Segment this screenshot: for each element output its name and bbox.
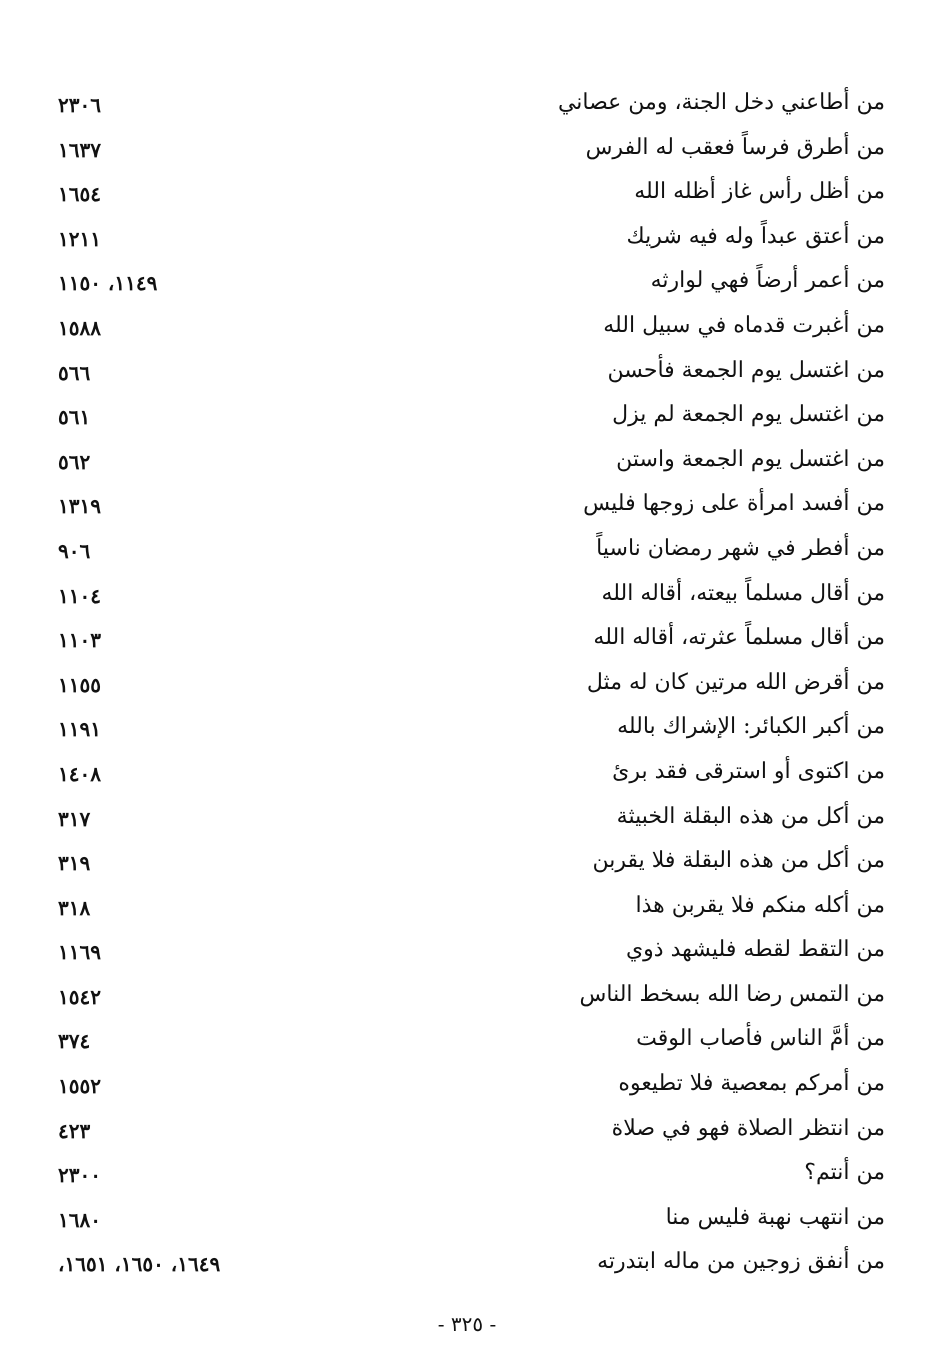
hadith-phrase: من اغتسل يوم الجمعة لم يزل — [612, 402, 885, 428]
hadith-phrase: من اغتسل يوم الجمعة واستن — [616, 446, 885, 472]
hadith-reference-numbers: ٢٣٠٠ — [58, 1163, 101, 1188]
hadith-phrase: من التمس رضا الله بسخط الناس — [579, 981, 885, 1007]
hadith-phrase: من أكبر الكبائر: الإشراك بالله — [617, 714, 885, 740]
index-entry — [40, 127, 885, 172]
hadith-phrase: من أفطر في شهر رمضان ناسياً — [596, 535, 885, 561]
index-entry — [40, 82, 885, 127]
index-entry — [40, 1108, 885, 1153]
index-entry — [40, 929, 885, 974]
index-entry — [40, 1063, 885, 1108]
index-entry — [40, 1241, 885, 1286]
hadith-phrase: من أقال مسلماً بيعته، أقاله الله — [601, 580, 885, 606]
hadith-phrase: من أنفق زوجين من ماله ابتدرته — [597, 1249, 885, 1275]
hadith-reference-numbers: ١٥٤٢ — [58, 984, 101, 1009]
hadith-reference-numbers: ٢٣٠٦ — [58, 93, 101, 117]
index-entry — [40, 439, 885, 484]
hadith-phrase: من أنتم؟ — [804, 1160, 885, 1186]
hadith-reference-numbers: ١٣١٩ — [58, 494, 101, 519]
hadith-phrase: من اكتوى أو استرقى فقد برئ — [612, 758, 885, 784]
hadith-reference-numbers: ١٦٣٧ — [58, 137, 101, 162]
hadith-reference-numbers: ١٢١١ — [58, 226, 101, 251]
hadith-reference-numbers: ١١٠٤ — [58, 583, 101, 608]
index-entry — [40, 528, 885, 573]
hadith-phrase: من أقرض الله مرتين كان له مثل — [586, 669, 885, 695]
hadith-reference-numbers: ٩٠٦ — [58, 538, 91, 563]
index-entry — [40, 885, 885, 930]
hadith-reference-numbers: ١٤٠٨ — [58, 761, 101, 786]
hadith-phrase: من أغبرت قدماه في سبيل الله — [603, 312, 885, 338]
index-entry — [40, 1018, 885, 1063]
index-entry — [40, 305, 885, 350]
hadith-phrase: من اغتسل يوم الجمعة فأحسن — [607, 357, 885, 383]
index-entry — [40, 573, 885, 618]
hadith-reference-numbers: ٣٧٤ — [58, 1029, 91, 1054]
hadith-phrase: من أمركم بمعصية فلا تطيعوه — [618, 1071, 885, 1097]
hadith-reference-numbers: ٥٦٦ — [58, 360, 91, 385]
index-entry — [40, 483, 885, 528]
hadith-phrase: من أقال مسلماً عثرته، أقاله الله — [593, 625, 885, 651]
hadith-reference-numbers: ١٥٨٨ — [58, 315, 101, 340]
index-entry — [40, 171, 885, 216]
hadith-reference-numbers: ٥٦١ — [58, 405, 91, 430]
index-entry — [40, 974, 885, 1019]
hadith-reference-numbers: ١١٠٣ — [58, 628, 101, 653]
index-entry — [40, 1197, 885, 1242]
hadith-phrase: من انتهب نهبة فليس منا — [665, 1204, 885, 1230]
hadith-reference-numbers: ٤٢٣ — [58, 1118, 91, 1143]
page-number: - ٣٢٥ - — [437, 1312, 497, 1336]
index-entry — [40, 840, 885, 885]
index-entry — [40, 796, 885, 841]
hadith-phrase: من أكل من هذه البقلة الخبيثة — [616, 803, 885, 829]
hadith-reference-numbers: ١٦٥٤ — [58, 182, 101, 207]
hadith-reference-numbers: ٣١٩ — [58, 851, 91, 876]
hadith-reference-numbers: ١٦٤٩، ١٦٥٠، ١٦٥١، — [58, 1252, 221, 1277]
index-entry — [40, 216, 885, 261]
hadith-reference-numbers: ١١٥٥ — [58, 672, 101, 697]
hadith-reference-numbers: ٣١٨ — [58, 895, 91, 920]
hadith-reference-numbers: ١١٤٩، ١١٥٠ — [58, 271, 158, 296]
hadith-phrase: من أظل رأس غاز أظله الله — [634, 179, 885, 205]
index-entry — [40, 350, 885, 395]
hadith-phrase: من أفسد امرأة على زوجها فليس — [583, 491, 885, 517]
hadith-phrase: من أطاعني دخل الجنة، ومن عصاني — [557, 90, 885, 115]
index-entry — [40, 706, 885, 751]
hadith-reference-numbers: ١٥٥٢ — [58, 1074, 101, 1099]
index-entry — [40, 260, 885, 305]
hadith-phrase: من انتظر الصلاة فهو في صلاة — [611, 1115, 885, 1141]
index-entry — [40, 662, 885, 707]
hadith-reference-numbers: ١١٦٩ — [58, 940, 101, 965]
hadith-phrase: من أطرق فرساً فعقب له الفرس — [585, 134, 885, 160]
index-entry — [40, 394, 885, 439]
hadith-index-list — [40, 82, 885, 1286]
index-entry — [40, 1152, 885, 1197]
index-entry — [40, 751, 885, 796]
hadith-phrase: من أكله منكم فلا يقربن هذا — [635, 892, 885, 918]
hadith-reference-numbers: ٣١٧ — [58, 806, 91, 831]
hadith-phrase: من أمَّ الناس فأصاب الوقت — [636, 1026, 885, 1052]
hadith-phrase: من التقط لقطه فليشهد ذوي — [625, 937, 885, 963]
hadith-phrase: من أكل من هذه البقلة فلا يقربن — [592, 848, 885, 874]
hadith-phrase: من أعتق عبداً وله فيه شريك — [626, 223, 885, 249]
hadith-reference-numbers: ١١٩١ — [58, 717, 101, 742]
hadith-reference-numbers: ٥٦٢ — [58, 449, 91, 474]
hadith-phrase: من أعمر أرضاً فهي لوارثه — [650, 268, 885, 294]
hadith-reference-numbers: ١٦٨٠ — [58, 1207, 101, 1232]
index-entry — [40, 617, 885, 662]
